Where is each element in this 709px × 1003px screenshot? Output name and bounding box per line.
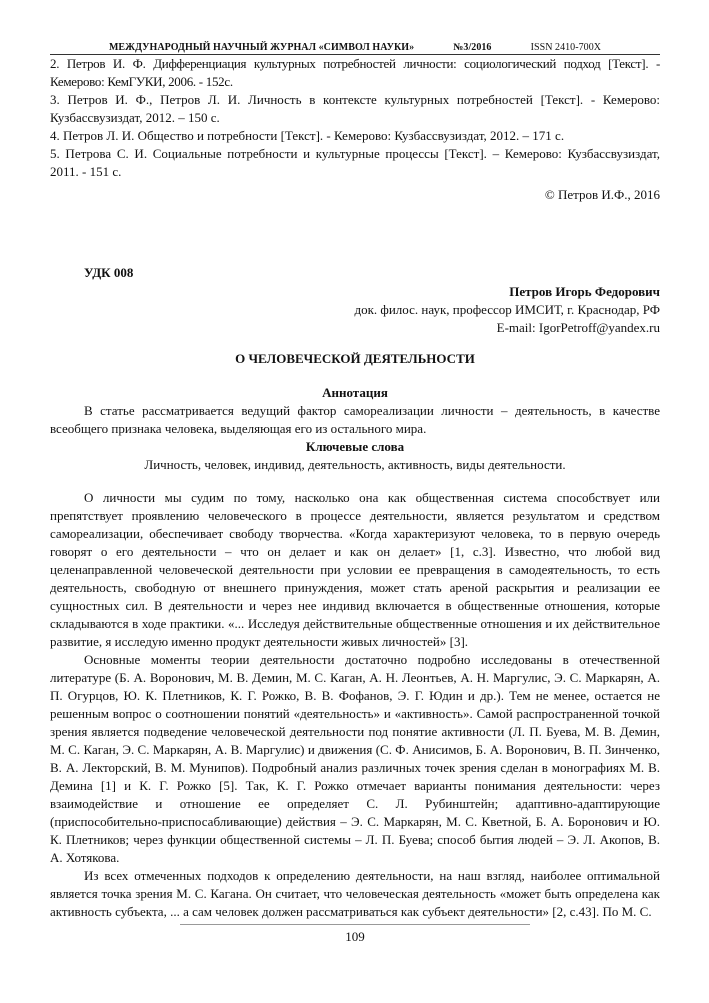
- reference-item: 2. Петров И. Ф. Дифференциация культурных потребностей личности: социологический подход [Текст]. - Кемерово: КемГУКИ, 2006. - 152с.: [50, 56, 660, 89]
- journal-name: МЕЖДУНАРОДНЫЙ НАУЧНЫЙ ЖУРНАЛ «СИМВОЛ НАУКИ»: [108, 42, 415, 53]
- keywords-heading: Ключевые слова: [305, 439, 405, 454]
- author-position: док. филос. наук, профессор ИМСИТ, г. Краснодар, РФ: [354, 302, 660, 317]
- body-paragraph: Основные моменты теории деятельности достаточно подробно исследованы в отечественной литературе (Б. А. Воронович, М. В. Демин, М. С. Каган, А. Н. Леонтьев, А. Н. Маргулис, Э. С. Маркарян, А. П. Огурцов, Ю. К. Плетников, К. Г. Рожко, В. В. Фофанов, Э. Г. Юдин и др.). Тем не менее, остается не решенным вопрос о соотношении понятий «деятельность» и «активность». Самой распространенной точкой зрения является подведение человеческой деятельности под понятие активности (Л. П. Буева, М. В. Демин, М. С. Каган, Э. С. Маркарян, А. В. Маргулис) и движения (С. Ф. Анисимов, Б. А. Воронович, В. П. Зинченко, В. А. Лекторский, В. М. Мунипов). Подробный анализ различных точек зрения сделан в монографиях М. В. Демина [1] и К. Г. Рожко [5]. Так, К. Г. Рожко отмечает варианты понимания деятельности: через взаимодействие и отношение ее определяет С. Л. Рубинштейн; адаптивно-адаптирующие (приспособительно-приспосабливающие) действия – Э. С. Маркарян, М. С. Кветной, Б. А. Боронович и Ю. К. Плетников; через функции общественной системы – Л. П. Буева; способ бытия людей – Э. Л. Акопов, В. А. Хотякова.: [50, 652, 660, 865]
- issn: ISSN 2410-700X: [530, 42, 602, 53]
- annotation-section: [50, 384, 660, 474]
- body-paragraph: О личности мы судим по тому, насколько она как общественная система способствует или препятствует проявлению человеческого в процессе деятельности, является результатом и средством самореализации, обеспечивает свободу творчества. «Когда характеризуют человека, то в первую очередь говорят о его деятельности – что он делает и как он делает» [1, с.3]. Известно, что любой вид целенаправленной человеческой деятельности при условии ее превращения в самодеятельность, то есть деятельность, свободную от внешнего принуждения, может стать ареной раскрытия и реализации ее сущностных сил. В деятельности и через нее индивид включается в общественные отношения, которые складываются в ходе практики. «... Исследуя действительные общественные отношения и их действительное развитие, я исследую именно продукт деятельности живых личностей» [3].: [50, 490, 660, 649]
- running-header: [50, 42, 660, 53]
- keywords-text: Личность, человек, индивид, деятельность, активность, виды деятельности.: [144, 457, 566, 472]
- copyright: © Петров И.Ф., 2016: [544, 187, 660, 202]
- reference-item: 3. Петров И. Ф., Петров Л. И. Личность в контексте культурных потребностей [Текст]. - Кемерово: Кузбассвузиздат, 2012. – 150 с.: [50, 92, 660, 125]
- author-name: Петров Игорь Федорович: [509, 284, 660, 299]
- issue-number: №3/2016: [453, 42, 492, 53]
- page-number: 109: [345, 929, 365, 944]
- footer-divider: [180, 924, 530, 925]
- article-title: О ЧЕЛОВЕЧЕСКОЙ ДЕЯТЕЛЬНОСТИ: [235, 351, 475, 366]
- reference-item: 4. Петров Л. И. Общество и потребности [Текст]. - Кемерово: Кузбассвузиздат, 2012. – 171 с.: [50, 128, 565, 143]
- reference-list: [50, 55, 660, 204]
- annotation-heading: Аннотация: [322, 385, 388, 400]
- body-paragraph: Из всех отмеченных подходов к определению деятельности, на наш взгляд, наиболее оптимальной является точка зрения М. С. Кагана. Он считает, что человеческая деятельность «может быть определена как активность субъекта, ... а сам человек должен рассматриваться как субъект деятельности» [2, с.43]. По М. С.: [50, 868, 660, 919]
- udk-code: УДК 008: [84, 265, 134, 280]
- article-body: [50, 489, 660, 921]
- author-block: [50, 283, 660, 337]
- author-email: E-mail: IgorPetroff@yandex.ru: [496, 320, 660, 335]
- reference-item: 5. Петрова С. И. Социальные потребности и культурные процессы [Текст]. – Кемерово: Кузбассвузиздат, 2011. - 151 с.: [50, 146, 660, 179]
- annotation-text: В статье рассматривается ведущий фактор самореализации личности – деятельность, в качестве всеобщего признака человека, выделяющая его из остального мира.: [50, 403, 660, 436]
